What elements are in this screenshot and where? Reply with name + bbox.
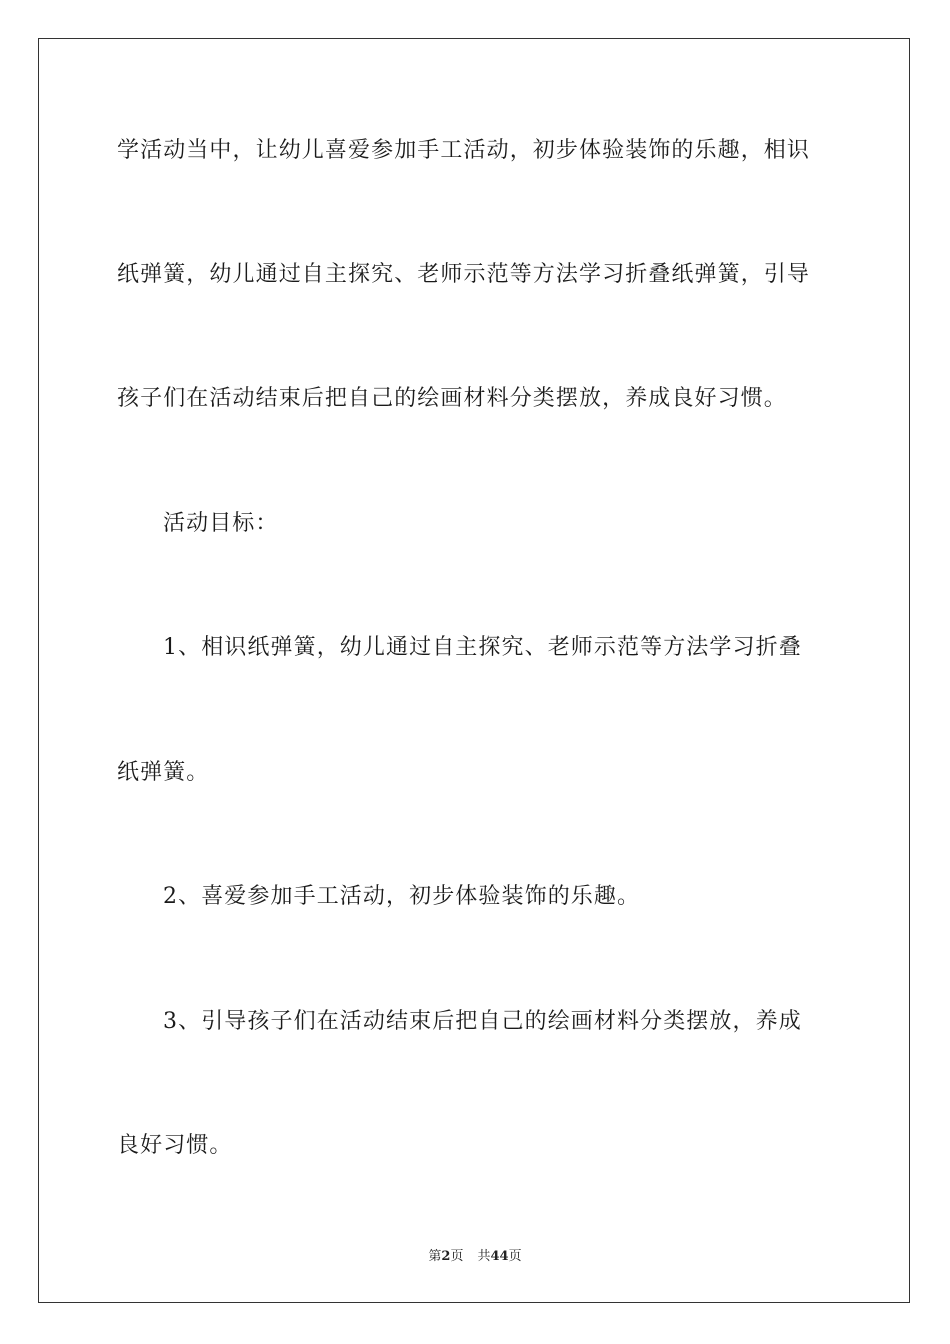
text-line-goal-1-cont: 纸弹簧。: [117, 760, 210, 785]
footer-page-number: 2: [441, 1249, 451, 1264]
text-line-1: 学活动当中，让幼儿喜爱参加手工活动，初步体验装饰的乐趣，相识: [117, 138, 811, 163]
text-line-3: 孩子们在活动结束后把自己的绘画材料分类摆放，养成良好习惯。: [117, 386, 787, 411]
page-frame: [38, 38, 910, 1303]
text-line-goal-2: 2、喜爱参加手工活动，初步体验装饰的乐趣。: [163, 884, 641, 909]
footer-page-prefix: 第: [428, 1249, 442, 1264]
page-footer: [0, 1248, 950, 1266]
footer-page-suffix: 页: [450, 1249, 464, 1264]
footer-total-pages: 44: [490, 1249, 509, 1264]
text-line-2: 纸弹簧，幼儿通过自主探究、老师示范等方法学习折叠纸弹簧，引导: [117, 262, 811, 287]
text-line-goal-3: 3、引导孩子们在活动结束后把自己的绘画材料分类摆放，养成: [163, 1009, 802, 1034]
section-heading-goals: 活动目标：: [163, 511, 279, 536]
footer-total-suffix: 页: [508, 1249, 522, 1264]
footer-total-prefix: 共: [477, 1249, 491, 1264]
text-line-goal-3-cont: 良好习惯。: [117, 1133, 233, 1158]
text-line-goal-1: 1、相识纸弹簧，幼儿通过自主探究、老师示范等方法学习折叠: [163, 635, 802, 660]
